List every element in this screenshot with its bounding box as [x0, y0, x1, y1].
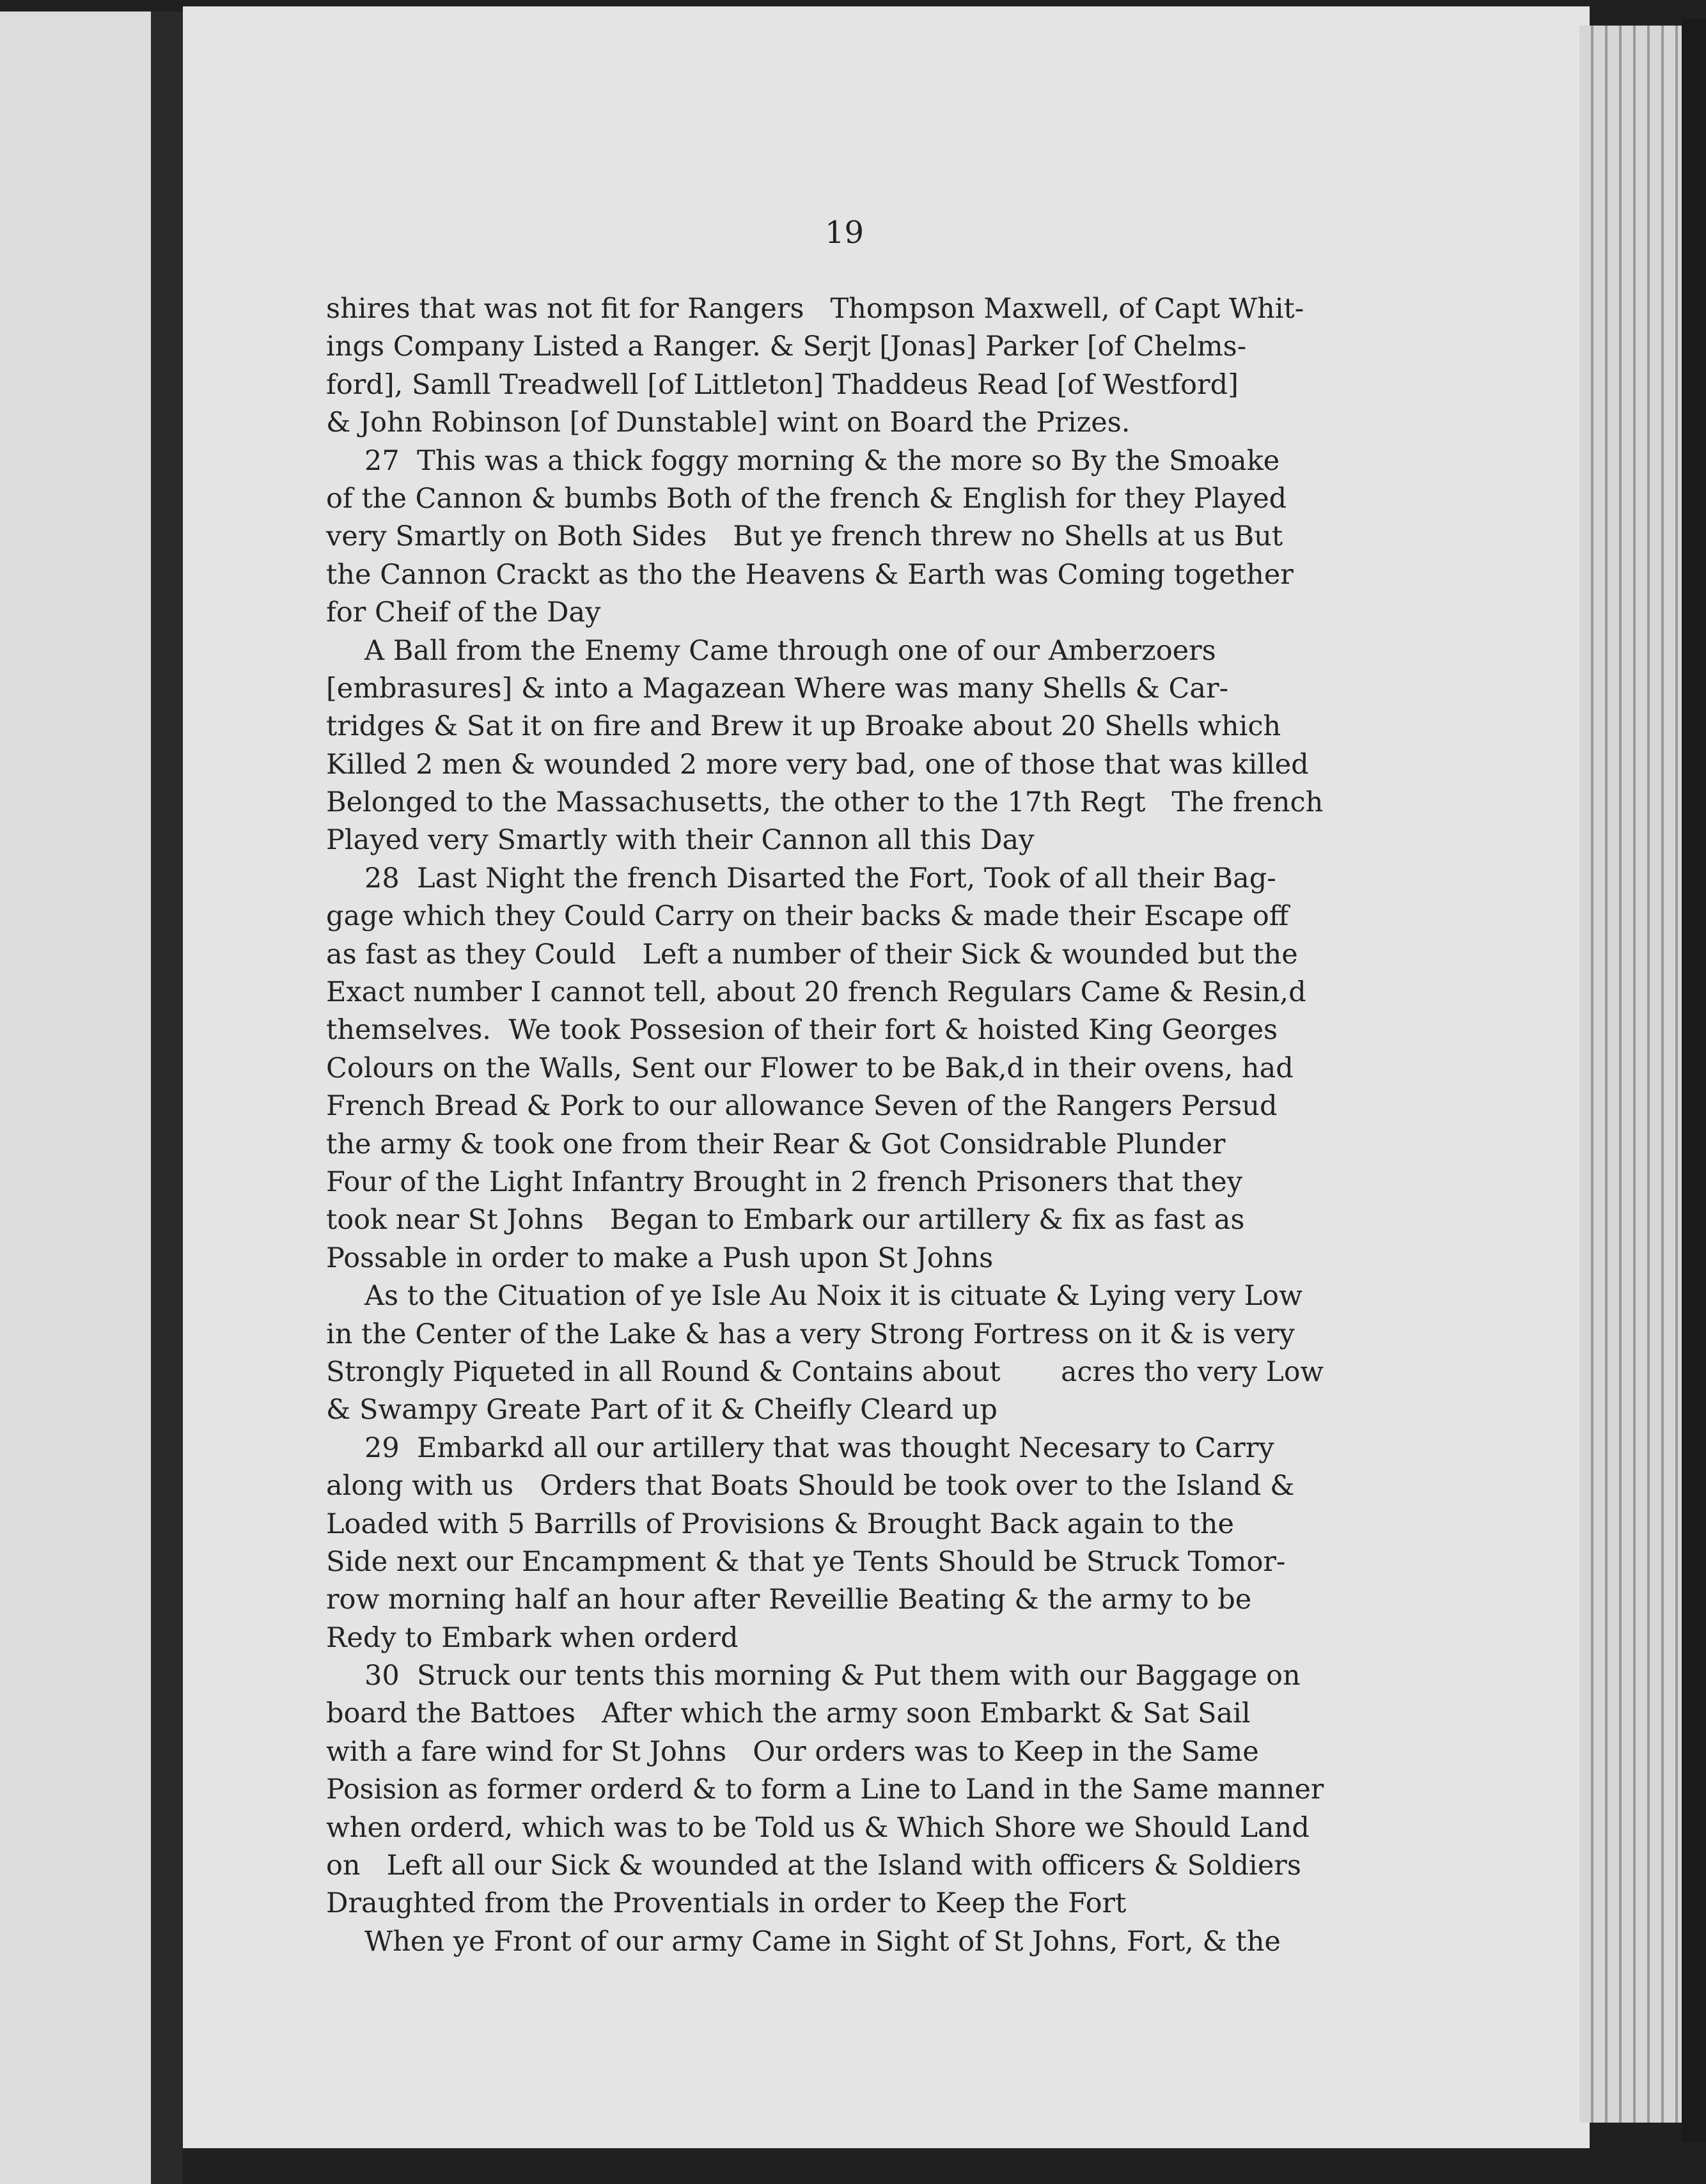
page-edges: [1579, 26, 1682, 2123]
text-line: Strongly Piqueted in all Round & Contains about acres tho very Low: [326, 1355, 1324, 1388]
text-line: As to the Cituation of ye Isle Au Noix it is cituate & Lying very Low: [364, 1280, 1303, 1313]
text-line: shires that was not fit for Rangers Thompson Maxwell, of Capt Whit-: [326, 293, 1304, 325]
text-line: Loaded with 5 Barrills of Provisions & Brought Back again to the: [326, 1508, 1234, 1540]
text-line: 30 Struck our tents this morning & Put them with our Baggage on: [364, 1660, 1301, 1692]
text-line: ford], Samll Treadwell [of Littleton] Thaddeus Read [of Westford]: [326, 368, 1239, 401]
text-line: When ye Front of our army Came in Sight of St Johns, Fort, & the: [364, 1925, 1281, 1958]
text-line: Four of the Light Infantry Brought in 2 french Prisoners that they: [326, 1166, 1243, 1198]
text-line: the army & took one from their Rear & Got Considrable Plunder: [326, 1128, 1226, 1160]
text-line: in the Center of the Lake & has a very Strong Fortress on it & is very: [326, 1318, 1295, 1350]
text-line: Exact number I cannot tell, about 20 french Regulars Came & Resin,d: [326, 976, 1306, 1009]
text-line: 29 Embarkd all our artillery that was thought Necesary to Carry: [364, 1431, 1274, 1464]
text-line: took near St Johns Began to Embark our artillery & fix as fast as: [326, 1204, 1245, 1236]
text-line: of the Cannon & bumbs Both of the french & English for they Played: [326, 482, 1287, 515]
text-line: Draughted from the Proventials in order to Keep the Fort: [326, 1887, 1127, 1920]
text-line: [embrasures] & into a Magazean Where was many Shells & Car-: [326, 672, 1229, 705]
text-line: A Ball from the Enemy Came through one of our Amberzoers: [364, 634, 1216, 667]
text-line: Colours on the Walls, Sent our Flower to be Bak,d in their ovens, had: [326, 1052, 1294, 1084]
text-line: Played very Smartly with their Cannon all this Day: [326, 824, 1035, 857]
text-line: when orderd, which was to be Told us & Which Shore we Should Land: [326, 1811, 1310, 1844]
book-gutter: [151, 12, 183, 2184]
text-line: tridges & Sat it on fire and Brew it up Broake about 20 Shells which: [326, 710, 1281, 743]
text-line: Side next our Encampment & that ye Tents Should be Struck Tomor-: [326, 1545, 1286, 1578]
text-line: 27 This was a thick foggy morning & the more so By the Smoake: [364, 444, 1280, 477]
body-text: [326, 290, 1324, 1961]
text-line: very Smartly on Both Sides But ye french threw no Shells at us But: [326, 520, 1283, 553]
text-line: gage which they Could Carry on their backs & made their Escape off: [326, 900, 1289, 933]
text-line: along with us Orders that Boats Should be took over to the Island &: [326, 1470, 1295, 1502]
text-line: Belonged to the Massachusetts, the other to the 17th Regt The french: [326, 786, 1324, 819]
page-edge-shadow: [1682, 19, 1706, 2142]
text-line: Killed 2 men & wounded 2 more very bad, one of those that was killed: [326, 748, 1309, 781]
text-line: row morning half an hour after Reveillie Beating & the army to be: [326, 1584, 1252, 1616]
text-line: ings Company Listed a Ranger. & Serjt [Jonas] Parker [of Chelms-: [326, 331, 1247, 363]
text-line: Redy to Embark when orderd: [326, 1621, 739, 1654]
text-line: as fast as they Could Left a number of their Sick & wounded but the: [326, 938, 1298, 971]
text-line: Possable in order to make a Push upon St Johns: [326, 1242, 994, 1274]
text-line: & Swampy Greate Part of it & Cheifly Cleard up: [326, 1394, 998, 1426]
text-line: with a fare wind for St Johns Our orders was to Keep in the Same: [326, 1735, 1259, 1768]
page-number: 19: [825, 215, 865, 251]
text-line: the Cannon Crackt as tho the Heavens & Earth was Coming together: [326, 558, 1294, 591]
text-line: French Bread & Pork to our allowance Seven of the Rangers Persud: [326, 1090, 1278, 1123]
facing-page-edge: [0, 12, 151, 2184]
text-line: Posision as former orderd & to form a Line to Land in the Same manner: [326, 1774, 1324, 1806]
text-line: themselves. We took Possesion of their fort & hoisted King Georges: [326, 1014, 1278, 1047]
text-line: on Left all our Sick & wounded at the Island with officers & Soldiers: [326, 1850, 1301, 1882]
text-line: & John Robinson [of Dunstable] wint on Board the Prizes.: [326, 407, 1131, 439]
text-line: 28 Last Night the french Disarted the Fort, Took of all their Bag-: [364, 862, 1276, 894]
text-line: for Cheif of the Day: [326, 597, 601, 629]
text-line: board the Battoes After which the army soon Embarkt & Sat Sail: [326, 1697, 1251, 1730]
